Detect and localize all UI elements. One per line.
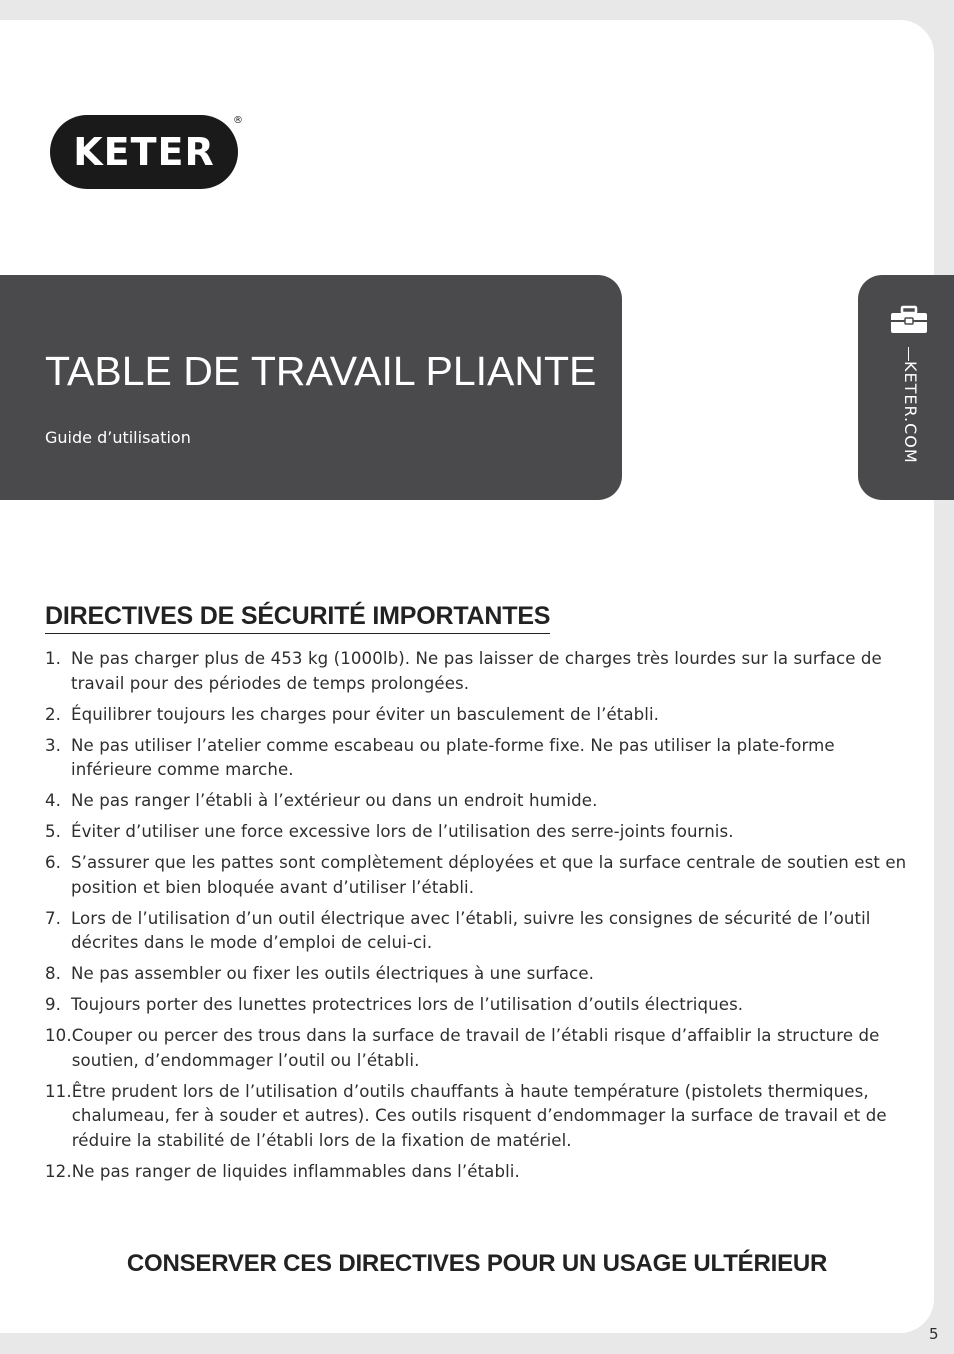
item-text: Ne pas assembler ou fixer les outils électriques à une surface.	[71, 964, 594, 983]
document-title: TABLE DE TRAVAIL PLIANTE	[45, 348, 597, 394]
item-text: Équilibrer toujours les charges pour éviter un basculement de l’établi.	[71, 704, 660, 724]
website-label: KETER.COM	[901, 361, 920, 464]
item-text: Être prudent lors de l’utilisation d’outils chauffants à haute température (pistolets thermiques, chalumeau, fer à souder et autres). Ces outils risquent d’endommager la surface de travail et de réduire la stabilité de l’établi lors de la fixation de matériel.	[71, 1081, 887, 1150]
item-number: 1.	[45, 649, 62, 668]
keep-instructions-note: CONSERVER CES DIRECTIVES POUR UN USAGE ULTÉRIEUR	[126, 1250, 828, 1277]
list-item	[45, 962, 911, 987]
toolbox-icon	[888, 305, 930, 335]
list-item	[45, 1160, 911, 1185]
list-item	[45, 647, 911, 696]
item-number: 5.	[45, 822, 62, 841]
item-number: 2.	[45, 704, 62, 724]
item-number: 8.	[45, 964, 62, 983]
directives-list	[45, 647, 911, 1191]
item-number: 7.	[45, 908, 62, 928]
item-text: Éviter d’utiliser une force excessive lors de l’utilisation des serre-joints fournis.	[71, 822, 734, 841]
page-number: 5	[929, 1325, 939, 1343]
list-item	[45, 993, 911, 1018]
safety-heading: DIRECTIVES DE SÉCURITÉ IMPORTANTES	[45, 602, 550, 634]
item-number: 4.	[45, 791, 62, 810]
item-number: 10.	[45, 1026, 72, 1045]
keter-logo	[50, 115, 238, 189]
document-subtitle: Guide d’utilisation	[45, 428, 191, 447]
logo-text: KETER	[73, 130, 215, 174]
list-item	[45, 1024, 911, 1073]
list-item	[45, 820, 911, 845]
registered-mark: ®	[233, 115, 243, 126]
item-number: 12.	[45, 1161, 72, 1181]
item-text: Ne pas utiliser l’atelier comme escabeau ou plate-forme fixe. Ne pas utiliser la plate-forme inférieure comme marche.	[71, 735, 835, 779]
list-item	[45, 703, 911, 728]
side-divider	[908, 347, 909, 361]
item-text: Couper ou percer des trous dans la surface de travail de l’établi risque d’affaiblir la structure de soutien, d’endommager l’outil ou l’établi.	[71, 1026, 880, 1070]
item-number: 9.	[45, 995, 62, 1014]
item-number: 11.	[45, 1081, 72, 1101]
item-number: 6.	[45, 853, 62, 872]
item-text: Toujours porter des lunettes protectrices lors de l’utilisation d’outils électriques.	[71, 995, 744, 1014]
item-number: 3.	[45, 735, 62, 755]
item-text: Ne pas ranger l’établi à l’extérieur ou dans un endroit humide.	[71, 791, 598, 810]
side-tab	[858, 275, 954, 500]
title-banner	[0, 275, 622, 500]
item-text: Lors de l’utilisation d’un outil électrique avec l’établi, suivre les consignes de sécurité de l’outil décrites dans le mode d’emploi de celui-ci.	[71, 908, 871, 952]
list-item	[45, 1080, 911, 1154]
list-item	[45, 789, 911, 814]
item-text: Ne pas charger plus de 453 kg (1000lb). Ne pas laisser de charges très lourdes sur la surface de travail pour des périodes de temps prolongées.	[71, 649, 882, 693]
list-item	[45, 907, 911, 956]
list-item	[45, 734, 911, 783]
item-text: S’assurer que les pattes sont complètement déployées et que la surface centrale de soutien est en position et bien bloquée avant d’utiliser l’établi.	[71, 853, 907, 897]
item-text: Ne pas ranger de liquides inflammables dans l’établi.	[71, 1161, 520, 1181]
list-item	[45, 851, 911, 900]
